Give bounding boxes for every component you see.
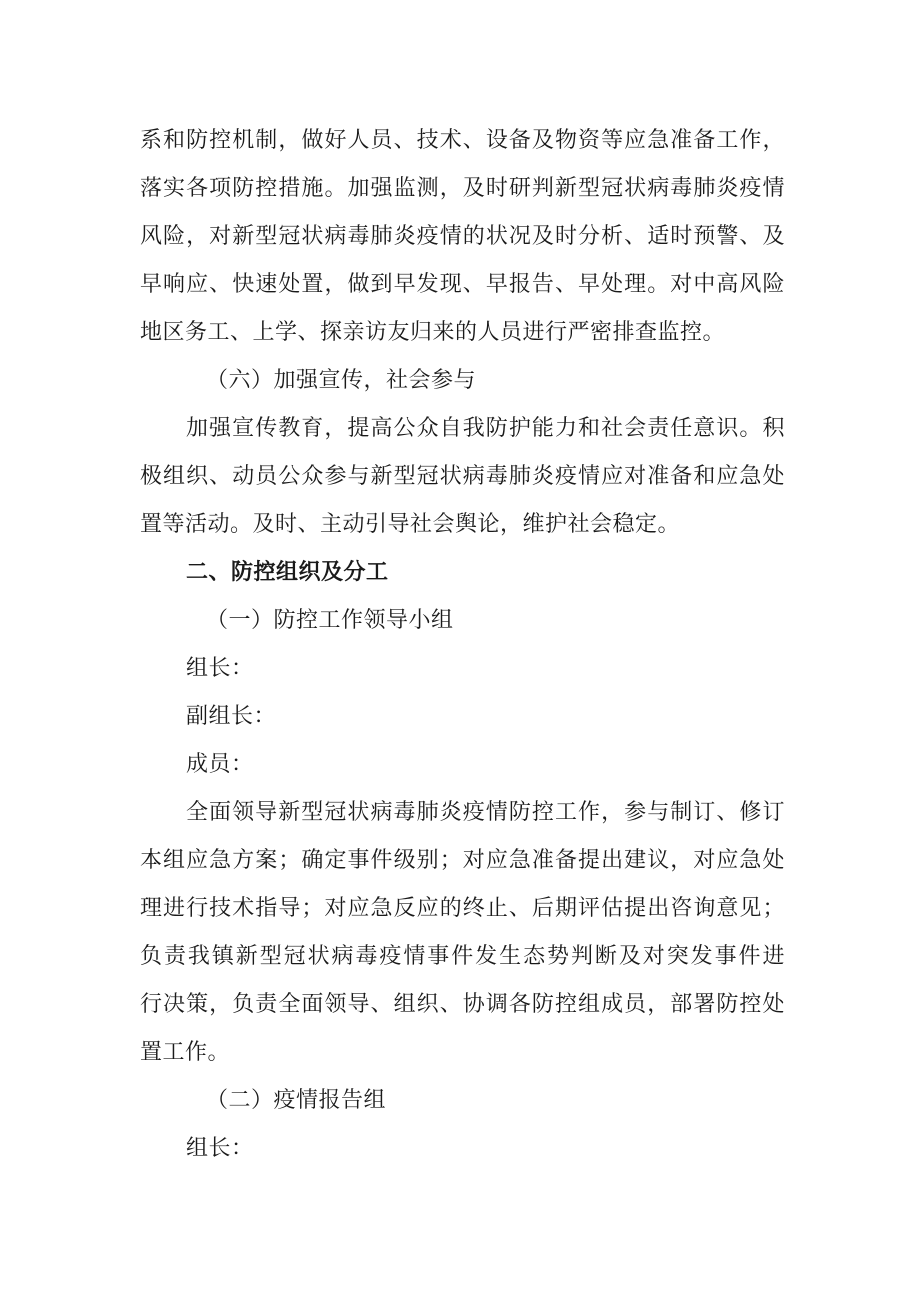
body-text-line: 加强宣传教育，提高公众自我防护能力和社会责任意识。积 xyxy=(186,416,785,441)
body-text-line: 置等活动。及时、主动引导社会舆论，维护社会稳定。 xyxy=(140,512,681,537)
subsection-heading: （一）防控工作领导小组 xyxy=(206,608,454,633)
body-text-line: 极组织、动员公众参与新型冠状病毒肺炎疫情应对准备和应急处 xyxy=(140,464,785,489)
field-label: 副组长： xyxy=(186,704,277,729)
body-text-line: 地区务工、上学、探亲访友归来的人员进行严密排查监控。 xyxy=(140,320,726,345)
body-text-line: 早响应、快速处置，做到早发现、早报告、早处理。对中高风险 xyxy=(140,272,785,297)
field-label: 组长： xyxy=(186,656,254,681)
body-text-line: 落实各项防控措施。加强监测，及时研判新型冠状病毒肺炎疫情 xyxy=(140,176,785,201)
body-text-line: 负责我镇新型冠状病毒疫情事件发生态势判断及对突发事件进 xyxy=(140,944,785,969)
field-label: 组长： xyxy=(186,1136,254,1161)
body-text-line: 理进行技术指导；对应急反应的终止、后期评估提出咨询意见； xyxy=(140,896,785,921)
body-text-line: 行决策，负责全面领导、组织、协调各防控组成员，部署防控处 xyxy=(140,992,785,1017)
document-page xyxy=(140,117,785,1173)
subsection-heading: （二）疫情报告组 xyxy=(206,1088,387,1113)
body-text-line: 本组应急方案；确定事件级别；对应急准备提出建议，对应急处 xyxy=(140,848,785,873)
body-text-line: 系和防控机制，做好人员、技术、设备及物资等应急准备工作， xyxy=(140,128,785,153)
body-text-line: 全面领导新型冠状病毒肺炎疫情防控工作，参与制订、修订 xyxy=(186,800,785,825)
subsection-heading: （六）加强宣传，社会参与 xyxy=(206,368,477,393)
body-text-line: 置工作。 xyxy=(140,1040,231,1065)
section-heading: 二、防控组织及分工 xyxy=(186,560,389,585)
body-text-line: 风险，对新型冠状病毒肺炎疫情的状况及时分析、适时预警、及 xyxy=(140,224,785,249)
field-label: 成员： xyxy=(186,752,254,777)
